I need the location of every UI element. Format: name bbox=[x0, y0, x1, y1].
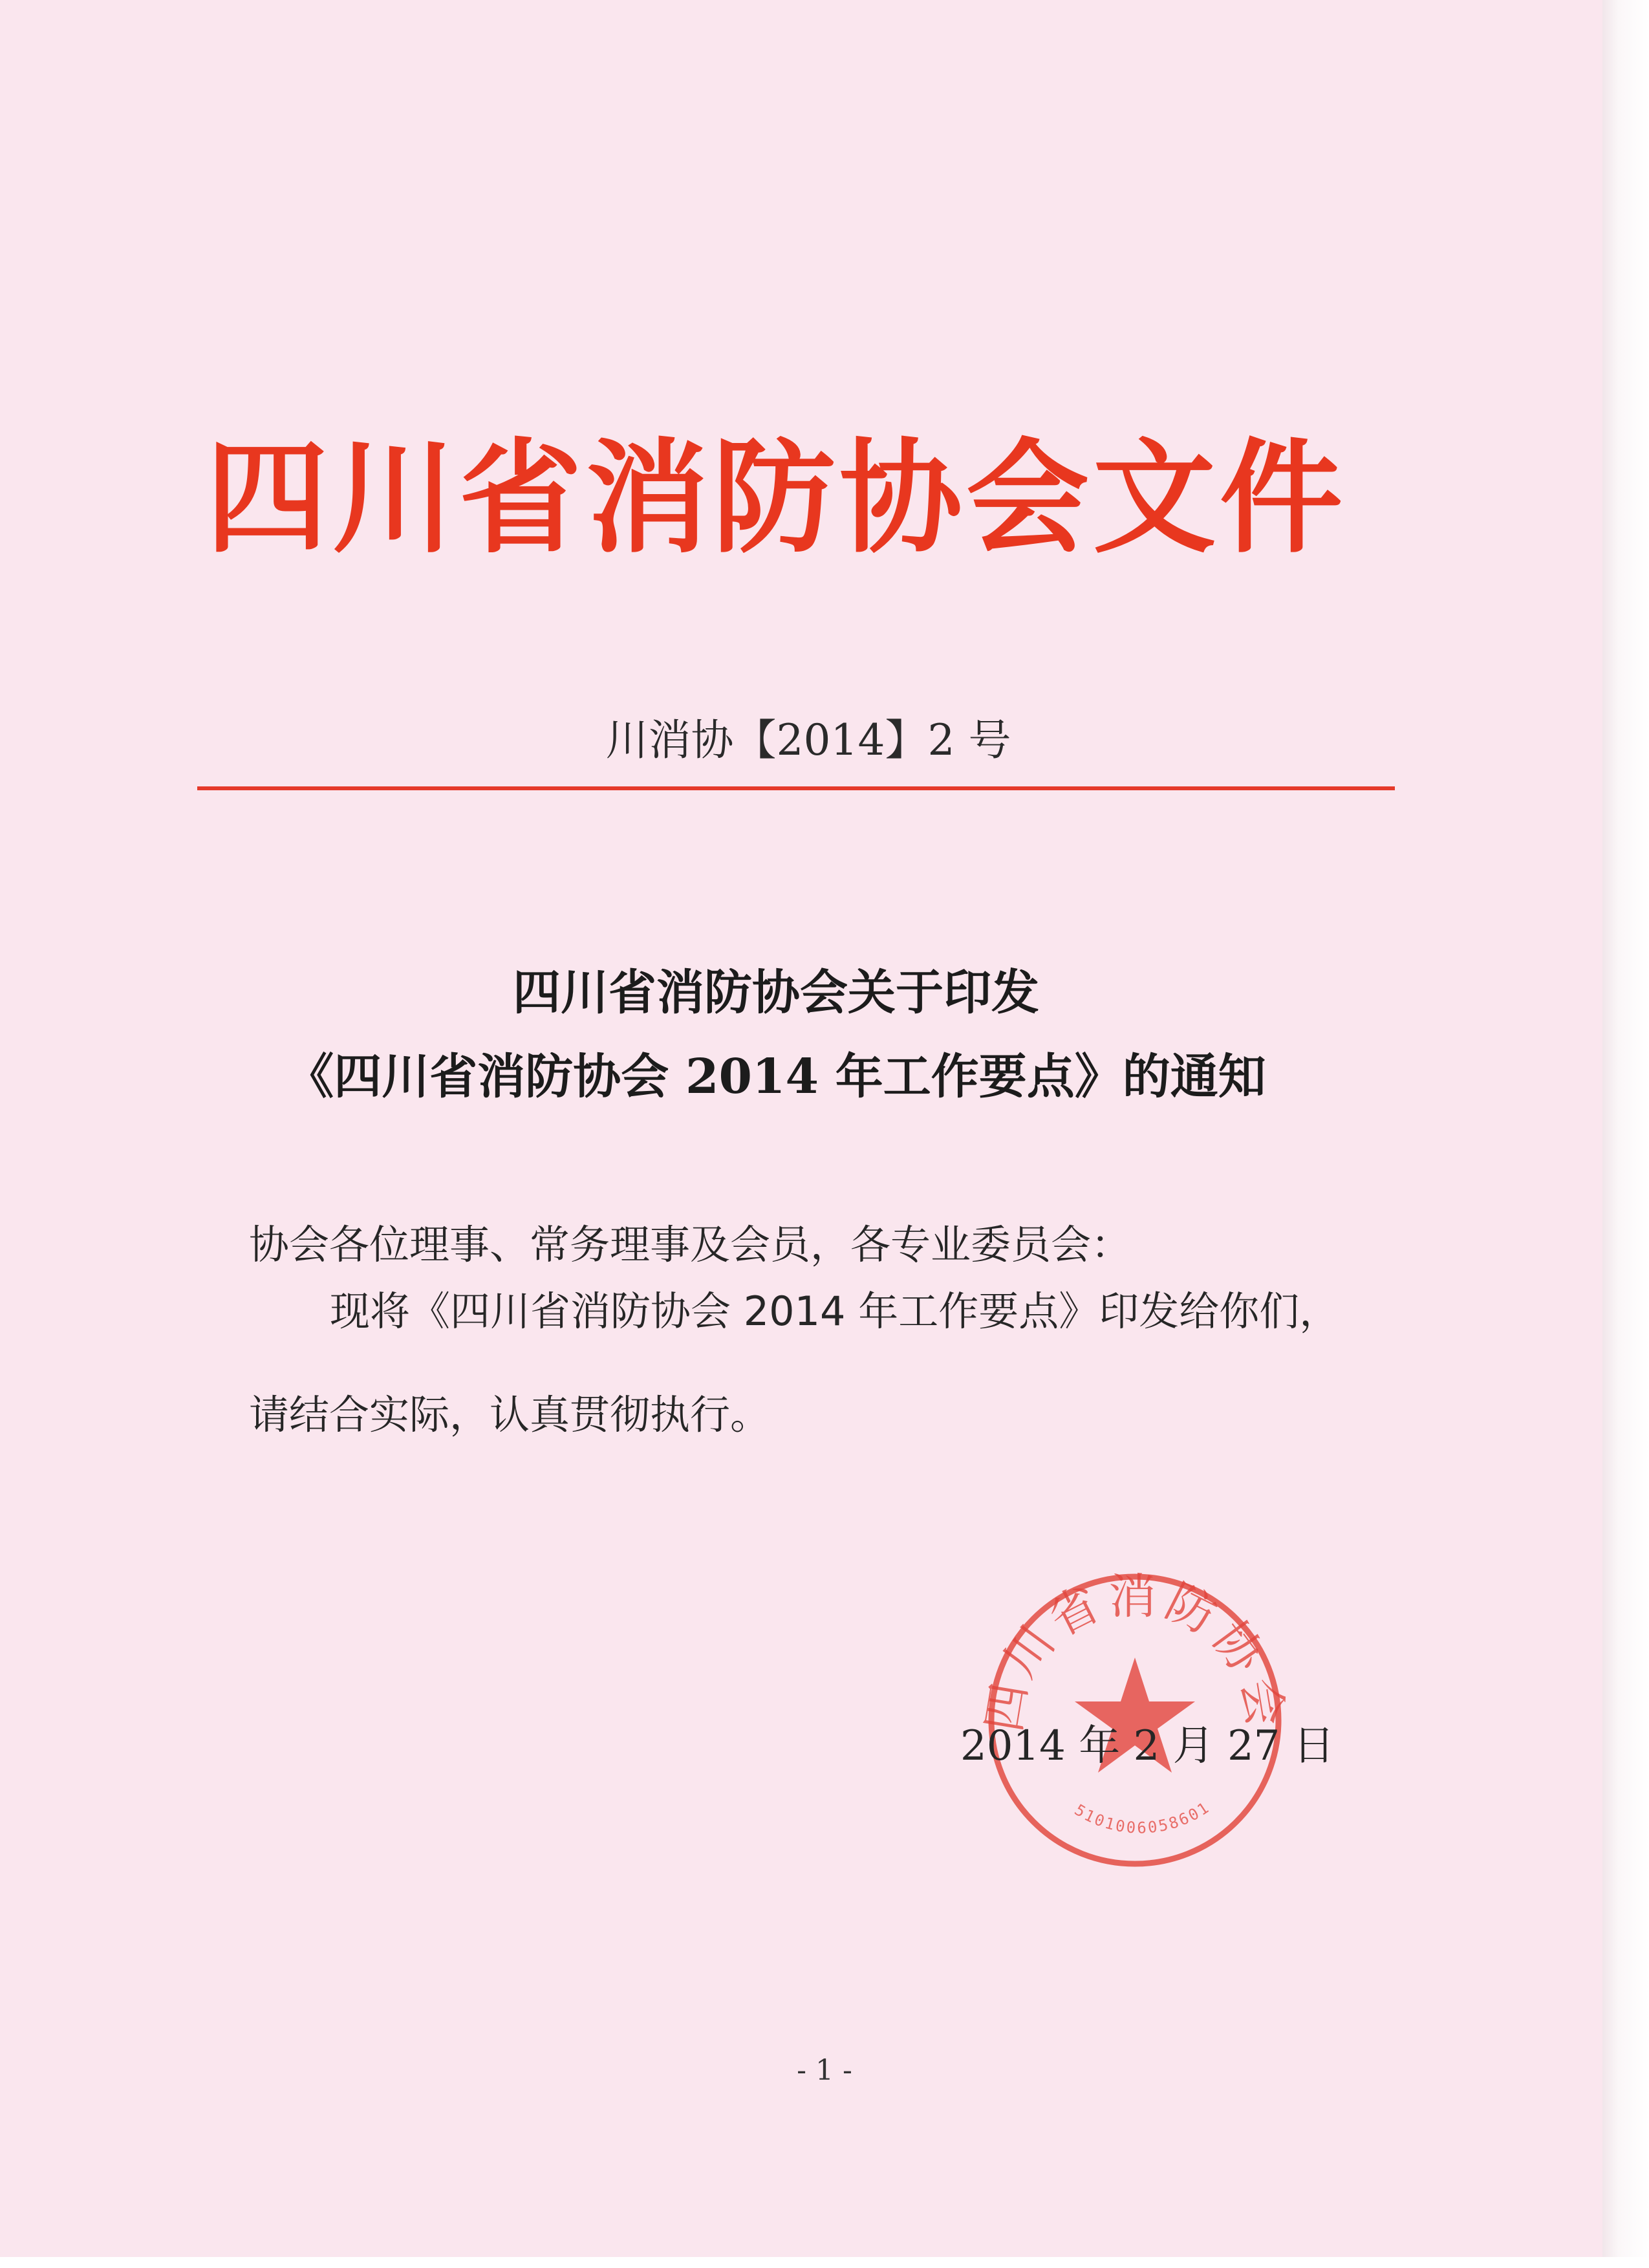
svg-text:5101006058601: 5101006058601 bbox=[1071, 1798, 1214, 1837]
salutation: 协会各位理事、常务理事及会员，各专业委员会： bbox=[249, 1221, 1132, 1268]
issue-date: 2014 年 2 月 27 日 bbox=[960, 1722, 1335, 1770]
page-number: - 1 - bbox=[797, 2054, 852, 2087]
page-edge-shadow bbox=[1602, 0, 1649, 2268]
notice-title-line-2: 《四川省消防协会 2014 年工作要点》的通知 bbox=[286, 1049, 1266, 1105]
page-bottom-edge bbox=[0, 2257, 1649, 2268]
red-separator-line bbox=[197, 786, 1395, 790]
notice-title-line-1: 四川省消防协会关于印发 bbox=[513, 965, 1039, 1021]
document-header-title: 四川省消防协会文件 bbox=[205, 426, 1346, 570]
body-paragraph-line-1: 现将《四川省消防协会 2014 年工作要点》印发给你们， bbox=[330, 1288, 1340, 1335]
body-paragraph-line-2: 请结合实际，认真贯彻执行。 bbox=[249, 1391, 771, 1438]
svg-text:四川省消防协会: 四川省消防协会 bbox=[975, 1568, 1295, 1736]
document-number: 川消协【2014】2 号 bbox=[605, 715, 1011, 765]
